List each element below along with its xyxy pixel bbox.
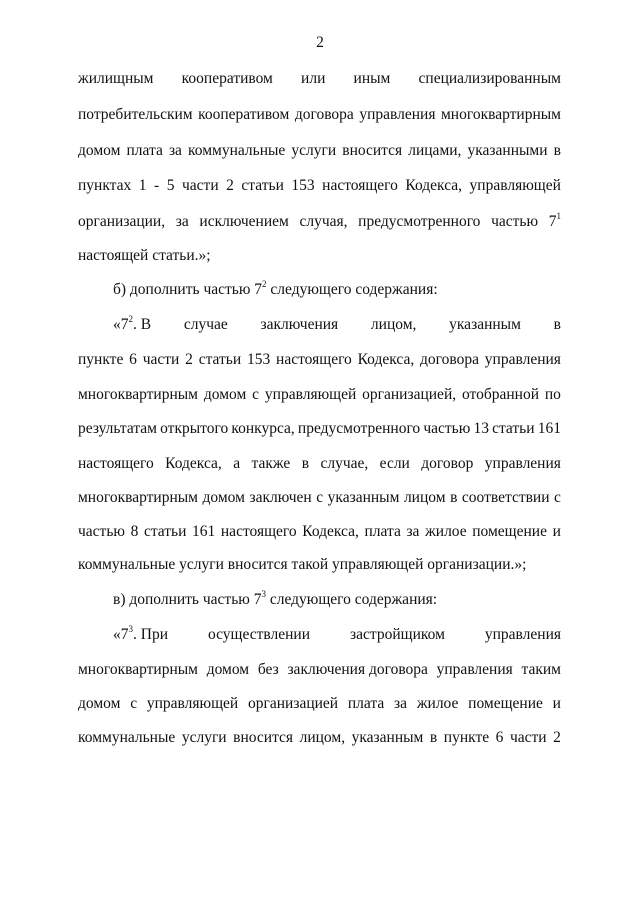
item-v-line: в) дополнить частью $7^3$ следующего содержания: [113,588,438,608]
word: настоящего [276,351,352,368]
p1-line-4 [78,176,561,196]
word: организацией, [362,386,457,403]
word: управляющей [146,695,239,712]
word: указанным [351,729,424,746]
word: пунктах [78,177,132,194]
p1-line-3 [78,141,561,161]
word: настоящего [322,177,398,194]
word: 5 [166,177,175,194]
word: частью [78,523,125,540]
word: многоквартирным [78,489,198,506]
word: управления [436,661,513,678]
word: по [544,386,561,403]
word: Кодекса, [357,351,415,368]
word: статьи [143,523,187,540]
word: 161 [192,523,216,540]
word: договор [421,455,474,472]
word: домом [203,386,247,403]
p1-line-1 [78,69,561,89]
word: домом [202,489,245,506]
word: 8 [130,523,139,540]
p2-line-1 [113,315,561,335]
word: указанным [327,489,400,506]
p3-line-1 [113,625,561,645]
word: пункте [443,729,490,746]
word: застройщиком [350,626,445,643]
word: Кодекса, [302,523,359,540]
word: 153 [291,177,315,194]
word: предусмотренного [297,420,421,437]
word: многоквартирным [78,386,198,403]
word: 153 [246,351,271,368]
word: Кодекса, [405,177,463,194]
word: многоквартирным [441,106,561,123]
p3-line-2 [78,660,561,680]
word: настоящего [78,455,154,472]
word: плата [126,142,163,159]
word: коммунальные [188,142,286,159]
word: домом [78,142,121,159]
word: части [509,729,547,746]
word: управления [484,455,561,472]
p2-line-6 [78,488,561,508]
word: договора [420,351,479,368]
word: статьи [198,351,242,368]
word: за [168,142,182,159]
word: вносится [342,142,403,159]
word: без [257,661,279,678]
word: потребительским [78,106,193,123]
word: с [316,489,324,506]
word: жилое [425,523,467,540]
word: иным [353,70,391,87]
page-number: 2 [316,34,324,51]
word: 2 [553,729,561,746]
word: управляющей [264,386,357,403]
word: в [429,729,438,746]
word: кооперативом [181,70,273,87]
p2-line-5 [78,454,561,474]
word: многоквартирным [78,661,198,678]
word: случае, [320,455,369,472]
word: домом [78,695,121,712]
word: в [450,489,458,506]
word: статьи [241,177,284,194]
word: специализированным [418,70,561,87]
word: управления [359,106,436,123]
word: указанным [449,316,521,333]
word: коммунальные [78,729,176,746]
word: случае [183,316,228,333]
word: соответствии [461,489,550,506]
word: частью [423,420,471,437]
word: пункте [78,351,124,368]
word: Кодекса, [165,455,222,472]
word: исключением [199,213,289,230]
word: - [154,177,160,194]
word: договора [294,106,354,123]
word: в [301,455,310,472]
word: организации, [78,213,166,230]
word: заключен [249,489,312,506]
word: а [233,455,241,472]
word: части [142,351,180,368]
word: лицом [403,489,446,506]
word: лицом, [370,316,417,333]
p3-line-4 [78,728,561,748]
p1-line-2 [78,105,561,125]
word: предусмотренного [358,213,481,230]
word: заключения [260,316,339,333]
word: вносится [233,729,294,746]
p1-line-5-end: $7^1$ [548,210,561,230]
p2-line-7 [78,522,561,542]
word: домом [206,661,250,678]
word: лицами, [408,142,462,159]
p2-line-1-start: «$7^2$. В [113,313,152,333]
word: в [553,316,561,333]
word: 6 [129,351,137,368]
word: в [553,142,561,159]
word: управления [484,351,561,368]
word: за [175,213,189,230]
word: за [406,523,420,540]
p1-line-5 [78,212,561,232]
word: 1 [138,177,147,194]
p2-line-8: коммунальные услуги вносится такой управляющей организации.»; [78,556,527,573]
word: услуги [181,729,227,746]
p2-line-4 [78,419,561,439]
word: осуществлении [207,626,311,643]
word: или [301,70,326,87]
word: за [394,695,408,712]
word: управляющей [469,177,561,194]
word: статьи [492,420,535,437]
word: конкурса, [231,420,295,437]
p1-line-6: настоящей статьи.»; [78,247,211,264]
word: и [552,523,561,540]
word: плата [364,523,401,540]
item-b-line: б) дополнить частью $7^2$ следующего содержания: [113,278,438,298]
word: указанными [467,142,548,159]
word: случая, [299,213,348,230]
word: жилищным [78,70,154,87]
word: лицом, [299,729,346,746]
word: 6 [495,729,504,746]
word: таким [521,661,561,678]
p3-line-3 [78,694,561,714]
word: 2 [226,177,234,194]
word: открытого [160,420,229,437]
word: помещение [468,695,543,712]
word: и [552,695,561,712]
word: помещение [472,523,547,540]
word: настоящего [220,523,297,540]
word: с [252,386,260,403]
word: управления [484,626,561,643]
word: жилое [416,695,459,712]
word: заключения договора [287,661,428,678]
word: результатам [78,420,157,437]
p2-line-3 [78,385,561,405]
word: также [251,455,291,472]
word: если [379,455,410,472]
p2-line-2 [78,350,561,370]
p3-line-1-start: «$7^3$. При [113,623,168,643]
word: с [554,489,561,506]
word: части [182,177,219,194]
word: с [130,695,138,712]
word: 2 [185,351,193,368]
word: 161 [537,420,561,437]
word: плата [347,695,385,712]
word: отобранной [461,386,539,403]
word: услуги [291,142,337,159]
word: 13 [473,420,489,437]
word: частью [491,213,539,230]
word: кооперативом [198,106,290,123]
word: организацией [248,695,339,712]
